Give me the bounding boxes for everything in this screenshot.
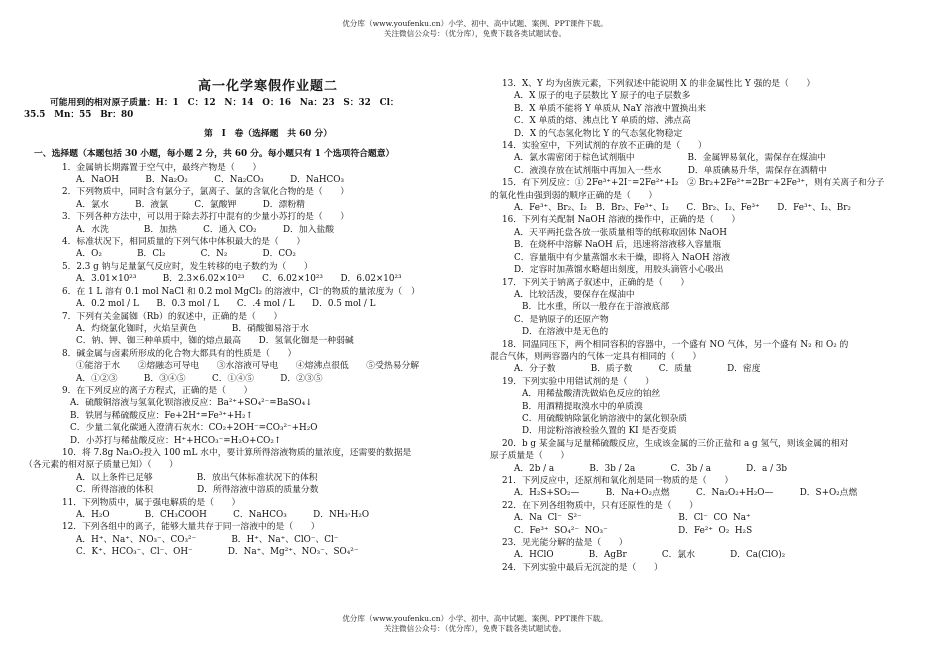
- answer-options: A．NaOH B．Na₂O₂ C．Na₂CO₃ D．NaHCO₃: [76, 175, 345, 186]
- answer-options: B．比水重，所以一般存在于溶液底部: [522, 302, 670, 313]
- answer-options: A．Na Cl⁻ S²⁻ B．Cl⁻ CO Na⁺: [514, 513, 751, 524]
- left-questions: [24, 162, 472, 559]
- question-stem: 11．下列物质中，属于强电解质的是（ ）: [62, 497, 241, 508]
- answer-options: C．钠、钾、铷三种单质中，铷的熔点最高 D．氢氧化铷是一种弱碱: [76, 336, 354, 347]
- answer-options: C．液溴存放在试剂瓶中再加入一些水 D．单质碘易升华，需保存在酒精中: [514, 165, 827, 176]
- answer-options: A．分子数 B．质子数 C．质量 D．密度: [514, 364, 761, 375]
- answer-options: D．小苏打与稀盐酸反应：H⁺+HCO₃⁻=H₂O+CO₂↑: [70, 435, 282, 446]
- answer-options: C．X 单质的熔、沸点比 Y 单质的熔、沸点高: [514, 116, 691, 127]
- question-stem: 7．下列有关金属铷（Rb）的叙述中，正确的是（ ）: [62, 311, 283, 322]
- answer-options: A．H₂S+SO₂— B．Na+O₂点燃 C．Na₂O₂+H₂O— D．S+O₂点燃: [514, 488, 858, 499]
- answer-options: A．X 原子的电子层数比 Y 原子的电子层数多: [514, 91, 691, 102]
- question-stem: 8．碱金属与卤素所形成的化合物大都具有的性质是（ ）: [62, 348, 297, 359]
- question-stem: 20．b g 某金属与足量稀硫酸反应，生成该金属的三价正盐和 a g 氢气，则该金属的相对: [502, 438, 849, 449]
- atomic-mass-line: 可能用到的相对原子质量：H：1 C：12 N：14 O：16 Na：23 S：32 Cl：: [50, 98, 399, 108]
- answer-options: A．①②③ B．③④⑤ C．①④⑤ D．②③⑤: [76, 373, 323, 384]
- page-title: 高一化学寒假作业题二: [197, 79, 338, 94]
- left-column: [24, 78, 472, 559]
- answer-options: A．硫酸铜溶液与氢氧化钡溶液反应：Ba²⁺+SO₄²⁻=BaSO₄↓: [70, 398, 313, 409]
- footer-line-2: 关注微信公众号：（优分库），免费下载各类试题试卷。: [383, 624, 567, 633]
- answer-options: A．比较活泼，要保存在煤油中: [514, 289, 635, 300]
- answer-options: A．Fe³⁺、Br₂、I₂ B．Br₂、Fe³⁺、I₂ C．Br₂、I₂、Fe³⁺ D．Fe³⁺、I₂、Br₂: [514, 203, 851, 214]
- right-column: [490, 78, 902, 574]
- answer-options: C．少量二氧化碳通入澄清石灰水：CO₂+2OH⁻=CO₃²⁻+H₂O: [70, 423, 318, 434]
- question-stem: 2．下列物质中，同时含有氯分子，氯离子、氯的含氧化合物的是（ ）: [62, 187, 350, 198]
- answer-options: A．2b / a B．3b / 2a C．3b / a D．a / 3b: [514, 463, 788, 474]
- answer-options: A．以上条件已足够 B．放出气体标准状况下的体积: [76, 472, 318, 483]
- answer-options: A．O₂ B．Cl₂ C．N₂ D．CO₂: [76, 249, 296, 260]
- question-stem: 5．2.3 g 钠与足量氯气反应时，发生转移的电子数约为（ ）: [62, 261, 313, 272]
- question-continuation: 原子质量是（ ）: [490, 451, 570, 462]
- question-continuation: 的氧化性由强到弱的顺序正确的是（ ）: [490, 190, 658, 201]
- answer-options: D．定容时加蒸馏水略超出刻度，用胶头滴管小心吸出: [514, 265, 724, 276]
- question-stem: 13．X、Y 均为卤族元素，下列叙述中能说明 X 的非金属性比 Y 强的是（ ）: [502, 79, 816, 89]
- question-stem: 10．将 7.8g Na₂O₂投入 100 mL 水中，要计算所得溶液物质的量浓度，还需要的数据是: [62, 447, 412, 458]
- answer-options: B．用酒精提取溴水中的单质溴: [522, 401, 643, 412]
- answer-options: A．0.2 mol / L B．0.3 mol / L C．.4 mol / L D．0.5 mol / L: [76, 299, 376, 310]
- question-continuation: 混合气体，则两容器内的气体一定具有相同的（ ）: [490, 351, 702, 362]
- answer-options: B．X 单质不能将 Y 单质从 NaY 溶液中置换出来: [514, 103, 707, 114]
- answer-options: C．用硫酸钠除氯化钠溶液中的氯化钡杂质: [522, 413, 688, 424]
- question-stem: 16．下列有关配制 NaOH 溶液的操作中，正确的是（ ）: [502, 215, 741, 226]
- answer-options: A．灼烧氯化铷时，火焰呈黄色 B．硝酸铷易溶于水: [76, 323, 309, 334]
- header-line-1: 优分库（www.youfenku.cn）小学、初中、高中试题、案例、PPT课件下载。: [342, 19, 608, 28]
- answer-options: C．Fe³⁺ SO₄²⁻ NO₃⁻ D．Fe²⁺ O₂ H₂S: [514, 525, 753, 536]
- question-stem: 22．在下列各组物质中，只有还原性的是（ ）: [502, 500, 698, 511]
- answer-options: D．用淀粉溶液检验久置的 KI 是否变质: [522, 426, 677, 437]
- question-stem: 24．下列实验中最后无沉淀的是（ ）: [502, 562, 663, 573]
- answer-options: B．在烧杯中溶解 NaOH 后，迅速将溶液移入容量瓶: [514, 240, 722, 251]
- question-stem: 1．金属钠长期露置于空气中，最终产物是（ ）: [62, 162, 262, 173]
- answer-options: A．H⁺、Na⁺、NO₃⁻、CO₃²⁻ B．H⁺、Na⁺、ClO⁻、Cl⁻: [76, 534, 339, 545]
- question-stem: 18．同温同压下，两个相同容积的容器中，一个盛有 NO 气体，另一个盛有 N₂ 和 O₂ 的: [502, 339, 849, 350]
- answer-options: C．容量瓶中有少量蒸馏水未干燥，即将入 NaOH 溶液: [514, 252, 731, 263]
- answer-options: A．氯水 B．液氯 C．氯酸钾 D．漂粉精: [76, 199, 305, 210]
- answer-options: A．用稀盐酸清洗做焰色反应的铂丝: [522, 389, 661, 400]
- question-stem: 19．下列实验中用错试剂的是（ ）: [502, 376, 654, 387]
- answer-options: A．水洗 B．加热 C．通入 CO₂ D．加入盐酸: [76, 224, 334, 235]
- section-heading: 一、选择题（本题包括 30 小题，每小题 2 分，共 60 分。每小题只有 1 个选项符合题意）: [34, 149, 395, 160]
- question-stem: 21．下列反应中，还原剂和氧化剂是同一物质的是（ ）: [502, 476, 734, 486]
- question-stem: 23．见光能分解的盐是（ ）: [502, 538, 628, 549]
- question-stem: 14．实验室中，下列试剂的存放不正确的是（ ）: [502, 141, 707, 152]
- answer-options: A．HClO B．AgBr C．氯水 D．Ca(ClO)₂: [514, 550, 786, 561]
- question-continuation: （各元素的相对原子质量已知）（ ）: [24, 460, 178, 471]
- question-stem: 4．标准状况下，相同质量的下列气体中体积最大的是（ ）: [62, 237, 306, 248]
- page-footer: [0, 614, 950, 634]
- question-stem: 15．有下列反应：① 2Fe³⁺+2I⁻=2Fe²⁺+I₂ ② Br₂+2Fe²⁺=2Br⁻+2Fe³⁺，则有关离子和分子: [502, 178, 885, 189]
- part-title: 第 Ⅰ 卷（选择题 共 60 分）: [203, 128, 333, 139]
- answer-options: ①能溶于水 ②熔融态可导电 ③水溶液可导电 ④熔沸点很低 ⑤受热易分解: [76, 361, 420, 372]
- question-stem: 3．下列各种方法中，可以用于除去苏打中混有的少量小苏打的是（ ）: [62, 212, 350, 223]
- atomic-mass-line-2: 35.5 Mn：55 Br：80: [24, 110, 134, 121]
- page-header: [0, 19, 950, 39]
- answer-options: A．3.01×10²³ B．2.3×6.02×10²³ C．6.02×10²³ D．6.02×10²³: [76, 274, 402, 285]
- answer-options: C．K⁺、HCO₃⁻、Cl⁻、OH⁻ D．Na⁺、Mg²⁺、NO₃⁻、SO₄²⁻: [76, 547, 359, 558]
- answer-options: C．所得溶液的体积 D．所得溶液中溶质的质量分数: [76, 485, 319, 496]
- answer-options: A．氯水需密闭于棕色试剂瓶中 B．金属钾易氧化，需保存在煤油中: [514, 153, 826, 164]
- answer-options: D．在溶液中是无色的: [522, 327, 609, 338]
- header-line-2: 关注微信公众号：（优分库），免费下载各类试题试卷。: [383, 29, 567, 38]
- question-stem: 17．下列关于钠离子叙述中，正确的是（ ）: [502, 277, 690, 288]
- question-stem: 9．在下列反应的离子方程式，正确的是（ ）: [62, 385, 253, 396]
- footer-line-1: 优分库（www.youfenku.cn）小学、初中、高中试题、案例、PPT课件下载。: [342, 614, 608, 623]
- right-questions: [490, 78, 902, 574]
- question-stem: 12．下列各组中的离子，能够大量共存于同一溶液中的是（ ）: [62, 522, 320, 533]
- answer-options: C．是钠原子的还原产物: [514, 314, 609, 325]
- answer-options: A．H₂O B．CH₃COOH C．NaHCO₃ D．NH₃·H₂O: [76, 510, 370, 520]
- question-stem: 6．在 1 L 溶有 0.1 mol NaCl 和 0.2 mol MgCl₂ 的溶液中，Cl⁻的物质的量浓度为（ ）: [62, 286, 420, 297]
- answer-options: B．铁屑与稀硫酸反应：Fe+2H⁺=Fe³⁺+H₂↑: [70, 410, 253, 421]
- answer-options: D．X 的气态氢化物比 Y 的气态氢化物稳定: [514, 128, 683, 139]
- answer-options: A．天平两托盘各放一张质量相等的纸称取固体 NaOH: [514, 227, 727, 238]
